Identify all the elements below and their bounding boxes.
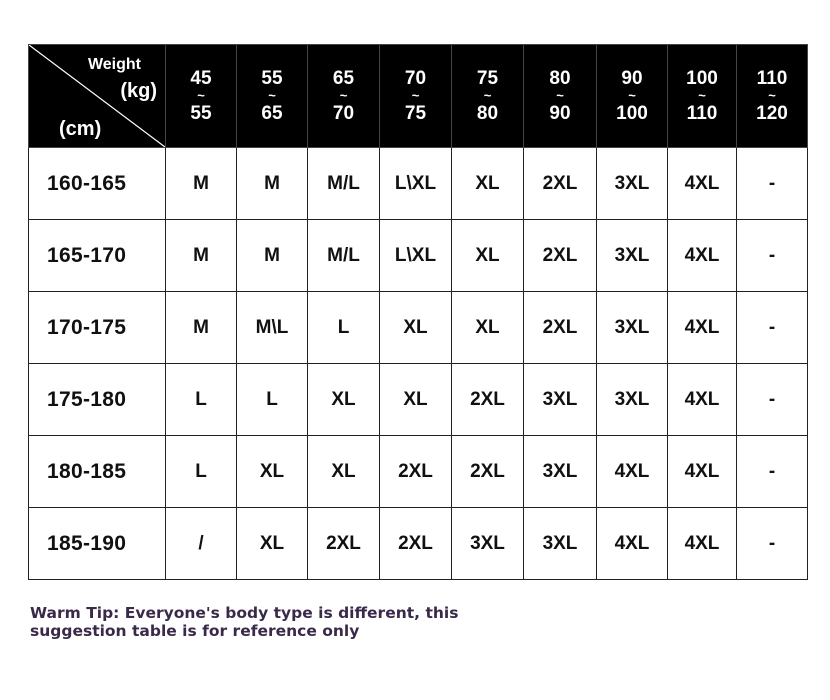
warm-tip-note: Warm Tip: Everyone's body type is different, this suggestion table is for reference only: [30, 604, 459, 640]
size-cell: 4XL: [597, 436, 668, 508]
size-cell: 2XL: [524, 292, 597, 364]
size-cell: -: [737, 220, 808, 292]
table-row: [29, 148, 808, 220]
height-cell: 175-180: [29, 364, 166, 436]
table-row: [29, 292, 808, 364]
size-cell: 4XL: [668, 436, 737, 508]
weight-header-70-75: [380, 45, 452, 148]
size-cell: -: [737, 292, 808, 364]
weight-to: 80: [476, 103, 499, 124]
size-cell: 4XL: [668, 508, 737, 580]
weight-header-75-80: [452, 45, 524, 148]
size-cell: -: [737, 436, 808, 508]
weight-to: 100: [616, 103, 648, 124]
weight-separator: ~: [339, 88, 348, 103]
size-cell: 4XL: [668, 220, 737, 292]
size-cell: /: [166, 508, 237, 580]
weight-from: 45: [190, 68, 212, 89]
height-cell: 160-165: [29, 148, 166, 220]
weight-header-45-55: [166, 45, 237, 148]
size-chart-table: [28, 44, 808, 580]
weight-header-90-100: [597, 45, 668, 148]
size-cell: L\XL: [380, 220, 452, 292]
weight-separator: ~: [197, 88, 205, 103]
weight-axis-label: Weight: [87, 56, 141, 73]
size-cell: M\L: [237, 292, 308, 364]
weight-header-65-70: [308, 45, 380, 148]
size-cell: -: [737, 508, 808, 580]
weight-from: 70: [404, 68, 427, 89]
size-cell: XL: [237, 508, 308, 580]
size-cell: 3XL: [597, 292, 668, 364]
size-cell: M/L: [308, 220, 380, 292]
size-cell: M/L: [308, 148, 380, 220]
weight-to: 65: [261, 103, 283, 124]
size-cell: -: [737, 148, 808, 220]
size-cell: 3XL: [597, 364, 668, 436]
weight-from: 110: [756, 68, 788, 89]
weight-separator: ~: [698, 88, 706, 103]
weight-from: 90: [621, 68, 643, 89]
weight-separator: ~: [628, 88, 636, 103]
weight-header-80-90: [524, 45, 597, 148]
weight-separator: ~: [483, 88, 492, 103]
size-cell: L\XL: [380, 148, 452, 220]
weight-unit-label: (kg): [120, 80, 157, 102]
size-cell: M: [237, 148, 308, 220]
height-cell: 165-170: [29, 220, 166, 292]
weight-header-55-65: [237, 45, 308, 148]
size-cell: XL: [380, 292, 452, 364]
weight-separator: ~: [411, 88, 420, 103]
size-cell: M: [166, 292, 237, 364]
weight-from: 55: [261, 68, 283, 89]
weight-header-100-110: [668, 45, 737, 148]
size-cell: L: [308, 292, 380, 364]
size-cell: 3XL: [524, 364, 597, 436]
size-cell: XL: [308, 364, 380, 436]
weight-from: 65: [332, 68, 355, 89]
weight-from: 75: [476, 68, 499, 89]
size-cell: XL: [452, 220, 524, 292]
weight-to: 75: [404, 103, 427, 124]
size-cell: L: [166, 364, 237, 436]
size-cell: XL: [237, 436, 308, 508]
size-cell: 3XL: [524, 436, 597, 508]
size-cell: L: [237, 364, 308, 436]
table-row: [29, 436, 808, 508]
size-cell: 2XL: [380, 508, 452, 580]
weight-header-110-120: [737, 45, 808, 148]
weight-from: 100: [686, 68, 718, 89]
size-cell: 2XL: [524, 220, 597, 292]
size-cell: 2XL: [308, 508, 380, 580]
weight-separator: ~: [268, 88, 276, 103]
size-cell: 3XL: [524, 508, 597, 580]
weight-separator: ~: [556, 88, 564, 103]
size-cell: M: [237, 220, 308, 292]
size-cell: M: [166, 220, 237, 292]
size-cell: XL: [452, 148, 524, 220]
size-cell: 4XL: [597, 508, 668, 580]
weight-from: 80: [549, 68, 571, 89]
size-cell: 2XL: [524, 148, 597, 220]
size-cell: 2XL: [452, 364, 524, 436]
size-cell: 3XL: [597, 148, 668, 220]
size-cell: XL: [380, 364, 452, 436]
height-cell: 170-175: [29, 292, 166, 364]
height-unit-label: (cm): [59, 118, 102, 140]
corner-header-cell: [29, 45, 166, 148]
size-cell: 4XL: [668, 364, 737, 436]
height-cell: 180-185: [29, 436, 166, 508]
size-cell: XL: [452, 292, 524, 364]
weight-separator: ~: [768, 88, 776, 103]
weight-to: 70: [332, 103, 355, 124]
weight-to: 55: [190, 103, 212, 124]
size-cell: 3XL: [597, 220, 668, 292]
weight-to: 120: [756, 103, 788, 124]
table-row: [29, 508, 808, 580]
size-cell: -: [737, 364, 808, 436]
weight-to: 90: [549, 103, 571, 124]
size-cell: L: [166, 436, 237, 508]
size-cell: 2XL: [380, 436, 452, 508]
weight-header-row: [29, 45, 808, 148]
size-cell: XL: [308, 436, 380, 508]
size-cell: M: [166, 148, 237, 220]
weight-to: 110: [686, 103, 718, 124]
size-cell: 4XL: [668, 148, 737, 220]
size-cell: 2XL: [452, 436, 524, 508]
table-row: [29, 220, 808, 292]
size-cell: 4XL: [668, 292, 737, 364]
table-row: [29, 364, 808, 436]
size-cell: 3XL: [452, 508, 524, 580]
height-cell: 185-190: [29, 508, 166, 580]
